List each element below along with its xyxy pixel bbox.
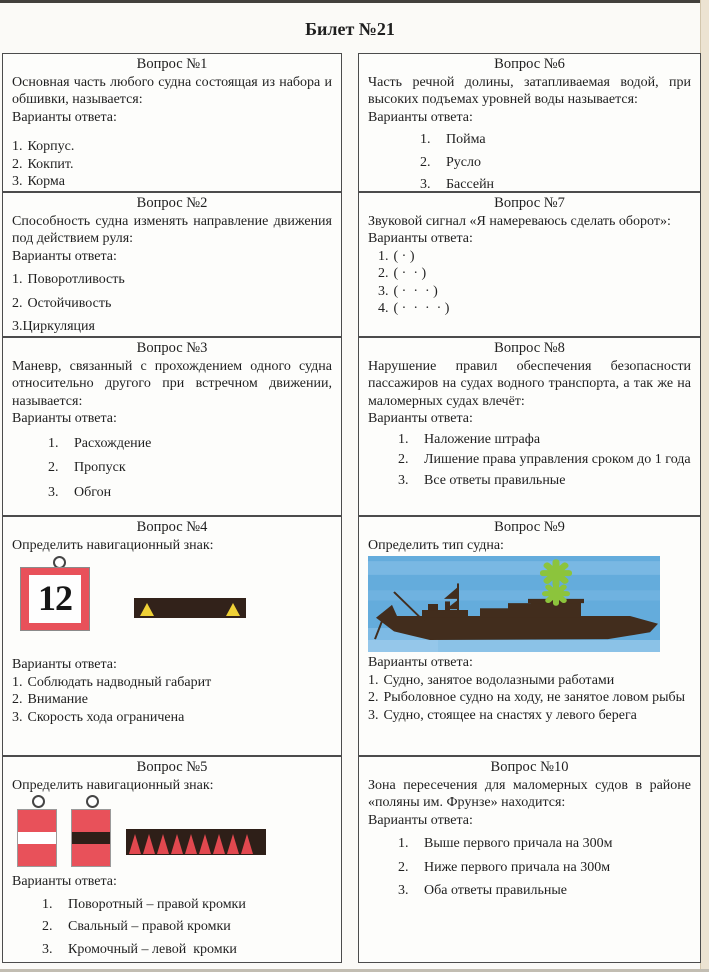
option-text: Расхождение — [74, 435, 152, 451]
option-text: Лишение права управления сроком до 1 года — [424, 452, 691, 467]
option-number: 2. — [398, 452, 409, 467]
scan-edge-right — [700, 0, 709, 972]
option-number: 1. — [420, 132, 431, 147]
option-item — [378, 283, 691, 301]
option-text: Оба ответы правильные — [424, 883, 567, 898]
topmark-circle-icon — [86, 795, 99, 808]
question-7-cell — [358, 192, 701, 337]
option-number: 3. — [42, 941, 53, 957]
options-list — [368, 835, 691, 900]
option-number: 3. — [12, 174, 23, 189]
option-item — [12, 691, 332, 709]
option-number: 2. — [420, 154, 431, 170]
option-text: Ниже первого причала на 300м — [424, 859, 611, 875]
question-2-cell — [2, 192, 342, 337]
question-header: Вопрос №1 — [136, 56, 208, 72]
option-item — [42, 941, 332, 959]
question-header: Вопрос №6 — [494, 56, 565, 72]
option-item — [378, 265, 691, 283]
option-number: 1. — [378, 248, 389, 264]
option-item — [398, 472, 691, 490]
red-triangle-icon — [227, 834, 239, 854]
options-list — [368, 672, 691, 725]
column-gap — [342, 192, 358, 337]
option-text: Русло — [446, 154, 481, 170]
question-body: Определить навигационный знак: — [12, 777, 214, 793]
question-5-cell — [2, 756, 342, 963]
option-item — [378, 300, 691, 318]
option-item — [368, 689, 691, 707]
option-item — [398, 431, 691, 449]
options-list — [12, 674, 332, 727]
red-triangle-icon — [143, 834, 155, 854]
yellow-triangle-icon — [226, 603, 240, 616]
red-triangle-icon — [157, 834, 169, 854]
option-number: 1. — [12, 139, 23, 154]
options-list — [12, 138, 332, 191]
question-header: Вопрос №4 — [136, 519, 208, 535]
option-item — [12, 271, 332, 289]
option-item — [48, 484, 332, 502]
variants-label: Варианты ответа: — [12, 657, 117, 672]
red-triangle-icon — [199, 834, 211, 854]
red-triangle-icon — [129, 834, 141, 854]
red-triangle-icon — [185, 834, 197, 854]
option-item — [398, 451, 691, 469]
option-number: 3. — [368, 707, 379, 723]
option-text: Кокпит. — [27, 156, 74, 172]
edge-board-red-triangles — [126, 829, 266, 855]
option-text: Пойма — [446, 132, 486, 147]
option-text: Соблюдать надводный габарит — [27, 674, 212, 690]
scan-edge-top — [0, 0, 709, 3]
option-text: Остойчивость — [27, 295, 112, 311]
option-item — [12, 173, 332, 191]
variants-label: Варианты ответа: — [368, 655, 473, 670]
option-text: Поворотливость — [27, 272, 125, 287]
red-triangle-icon — [171, 834, 183, 854]
option-number: 1. — [398, 431, 409, 447]
question-header: Вопрос №5 — [136, 759, 208, 775]
options-list — [368, 431, 691, 490]
option-item — [12, 156, 332, 174]
vessel-illustration — [368, 556, 660, 652]
option-item — [48, 435, 332, 453]
option-text: Наложение штрафа — [424, 431, 541, 447]
question-8-cell — [358, 337, 701, 516]
option-number: 3. — [398, 472, 409, 488]
option-text: Все ответы правильные — [424, 472, 566, 488]
option-number: 3. — [420, 177, 431, 192]
column-gap — [342, 53, 358, 192]
question-9-cell — [358, 516, 701, 756]
option-number: 4. — [378, 301, 389, 316]
options-list — [368, 248, 691, 318]
variants-label: Варианты ответа: — [368, 231, 473, 246]
red-triangle-icon — [241, 834, 253, 854]
option-item — [398, 882, 691, 900]
column-gap — [342, 337, 358, 516]
option-text: Поворотный – правой кромки — [68, 896, 246, 912]
page-title: Билет №21 — [305, 19, 395, 39]
clearance-height-sign — [20, 567, 90, 631]
question-body: Маневр, связанный с прохождением одного судна относительно другого при встречном движении, называется: — [12, 358, 332, 409]
sign-number: 12 — [29, 575, 81, 623]
option-text: Выше первого причала на 300м — [424, 836, 613, 851]
option-text: Пропуск — [74, 460, 126, 475]
option-number: 3. — [378, 283, 389, 299]
option-item — [420, 131, 691, 149]
option-number: 1. — [42, 896, 53, 912]
option-text: Судно, занятое водолазными работами — [383, 672, 615, 688]
option-text: Обгон — [74, 484, 112, 500]
question-body: Часть речной долины, затапливаемая водой, при высоких подъемах уровней воды называется: — [368, 74, 691, 107]
option-item — [398, 859, 691, 877]
question-header: Вопрос №3 — [136, 340, 208, 356]
option-text: Судно, стоящее на снастях у левого берега — [383, 707, 637, 723]
option-item — [378, 248, 691, 266]
option-text: Свальный – правой кромки — [68, 919, 231, 934]
column-gap — [342, 516, 358, 756]
question-header: Вопрос №10 — [490, 759, 569, 775]
question-body: Способность судна изменять направление движения под действием руля: — [12, 213, 332, 246]
variants-label: Варианты ответа: — [368, 411, 473, 426]
option-number: 2. — [48, 460, 59, 475]
column-gap — [342, 756, 358, 963]
option-text: ( · · · · ) — [393, 301, 450, 316]
options-list — [368, 131, 691, 192]
option-item — [12, 295, 332, 313]
question-10-cell — [358, 756, 701, 963]
options-list — [12, 896, 332, 959]
shore-board-yellow-triangles — [134, 598, 246, 618]
topmark-circle-icon — [32, 795, 45, 808]
option-item — [420, 176, 691, 192]
question-header: Вопрос №2 — [136, 195, 208, 211]
question-body: Определить тип судна: — [368, 537, 504, 553]
question-header: Вопрос №9 — [494, 519, 565, 535]
variants-label: Варианты ответа: — [12, 109, 117, 125]
navigation-signs-figure — [12, 556, 332, 656]
option-item — [420, 154, 691, 172]
option-text: Корма — [27, 174, 65, 189]
question-4-cell — [2, 516, 342, 756]
option-text: Скорость хода ограничена — [27, 709, 185, 725]
option-text: Кромочный – левой кромки — [68, 941, 237, 957]
option-text: Рыболовное судно на ходу, не занятое ловом рыбы — [383, 690, 686, 705]
option-item — [42, 918, 332, 936]
option-number: 3. — [398, 883, 409, 898]
option-text: ( · · ) — [393, 266, 427, 281]
question-3-cell — [2, 337, 342, 516]
option-text: ( · · · ) — [393, 283, 438, 299]
buoy-band — [18, 832, 56, 844]
option-number: 2. — [12, 295, 23, 311]
option-number: 1. — [48, 435, 59, 451]
option-number: 1. — [398, 836, 409, 851]
variants-label: Варианты ответа: — [368, 109, 473, 125]
question-body: Зона пересечения для маломерных судов в районе «поляны им. Фрунзе» находится: — [368, 777, 691, 810]
question-body: Нарушение правил обеспечения безопасности пассажиров на судах водного транспорта, а так же на маломерных судах влечёт: — [368, 358, 691, 409]
option-number: 2. — [368, 690, 379, 705]
question-1-cell — [2, 53, 342, 192]
option-text: Внимание — [27, 692, 88, 707]
question-body: Звуковой сигнал «Я намереваюсь сделать оборот»: — [368, 213, 671, 229]
option-item — [398, 835, 691, 853]
buoy-band — [72, 832, 110, 844]
option-item — [12, 138, 332, 156]
option-number: 2. — [12, 156, 23, 172]
option-number: 1. — [12, 272, 23, 287]
option-number: 2. — [398, 859, 409, 875]
questions-table — [2, 53, 701, 963]
question-6-cell — [358, 53, 701, 192]
option-text: ( · ) — [393, 248, 415, 264]
option-text: Корпус. — [27, 139, 75, 154]
variants-label: Варианты ответа: — [12, 874, 117, 889]
options-list — [12, 271, 332, 336]
option-number: 3. — [12, 709, 23, 725]
option-item — [12, 674, 332, 692]
option-item — [12, 709, 332, 727]
navigation-buoys-figure — [12, 795, 332, 873]
option-item — [42, 896, 332, 914]
option-item — [12, 318, 332, 336]
option-number: 1. — [12, 674, 23, 690]
question-header: Вопрос №7 — [494, 195, 565, 211]
buoy-white-band — [17, 809, 57, 867]
option-number: 2. — [378, 266, 389, 281]
question-header: Вопрос №8 — [494, 340, 565, 356]
option-number: 2. — [42, 919, 53, 934]
option-number: 1. — [368, 672, 379, 688]
red-triangle-icon — [213, 834, 225, 854]
option-item — [48, 459, 332, 477]
buoy-black-band — [71, 809, 111, 867]
variants-label: Варианты ответа: — [12, 411, 117, 426]
variants-label: Варианты ответа: — [368, 812, 473, 828]
option-text: Бассейн — [446, 177, 495, 192]
question-body: Основная часть любого судна состоящая из набора и обшивки, называется: — [12, 74, 332, 107]
question-body: Определить навигационный знак: — [12, 537, 214, 553]
yellow-triangle-icon — [140, 603, 154, 616]
option-item — [368, 707, 691, 725]
option-number: 3. — [48, 484, 59, 500]
option-item — [368, 672, 691, 690]
options-list — [12, 435, 332, 502]
variants-label: Варианты ответа: — [12, 248, 117, 264]
option-text: 3.Циркуляция — [12, 319, 95, 334]
option-number: 2. — [12, 692, 23, 707]
